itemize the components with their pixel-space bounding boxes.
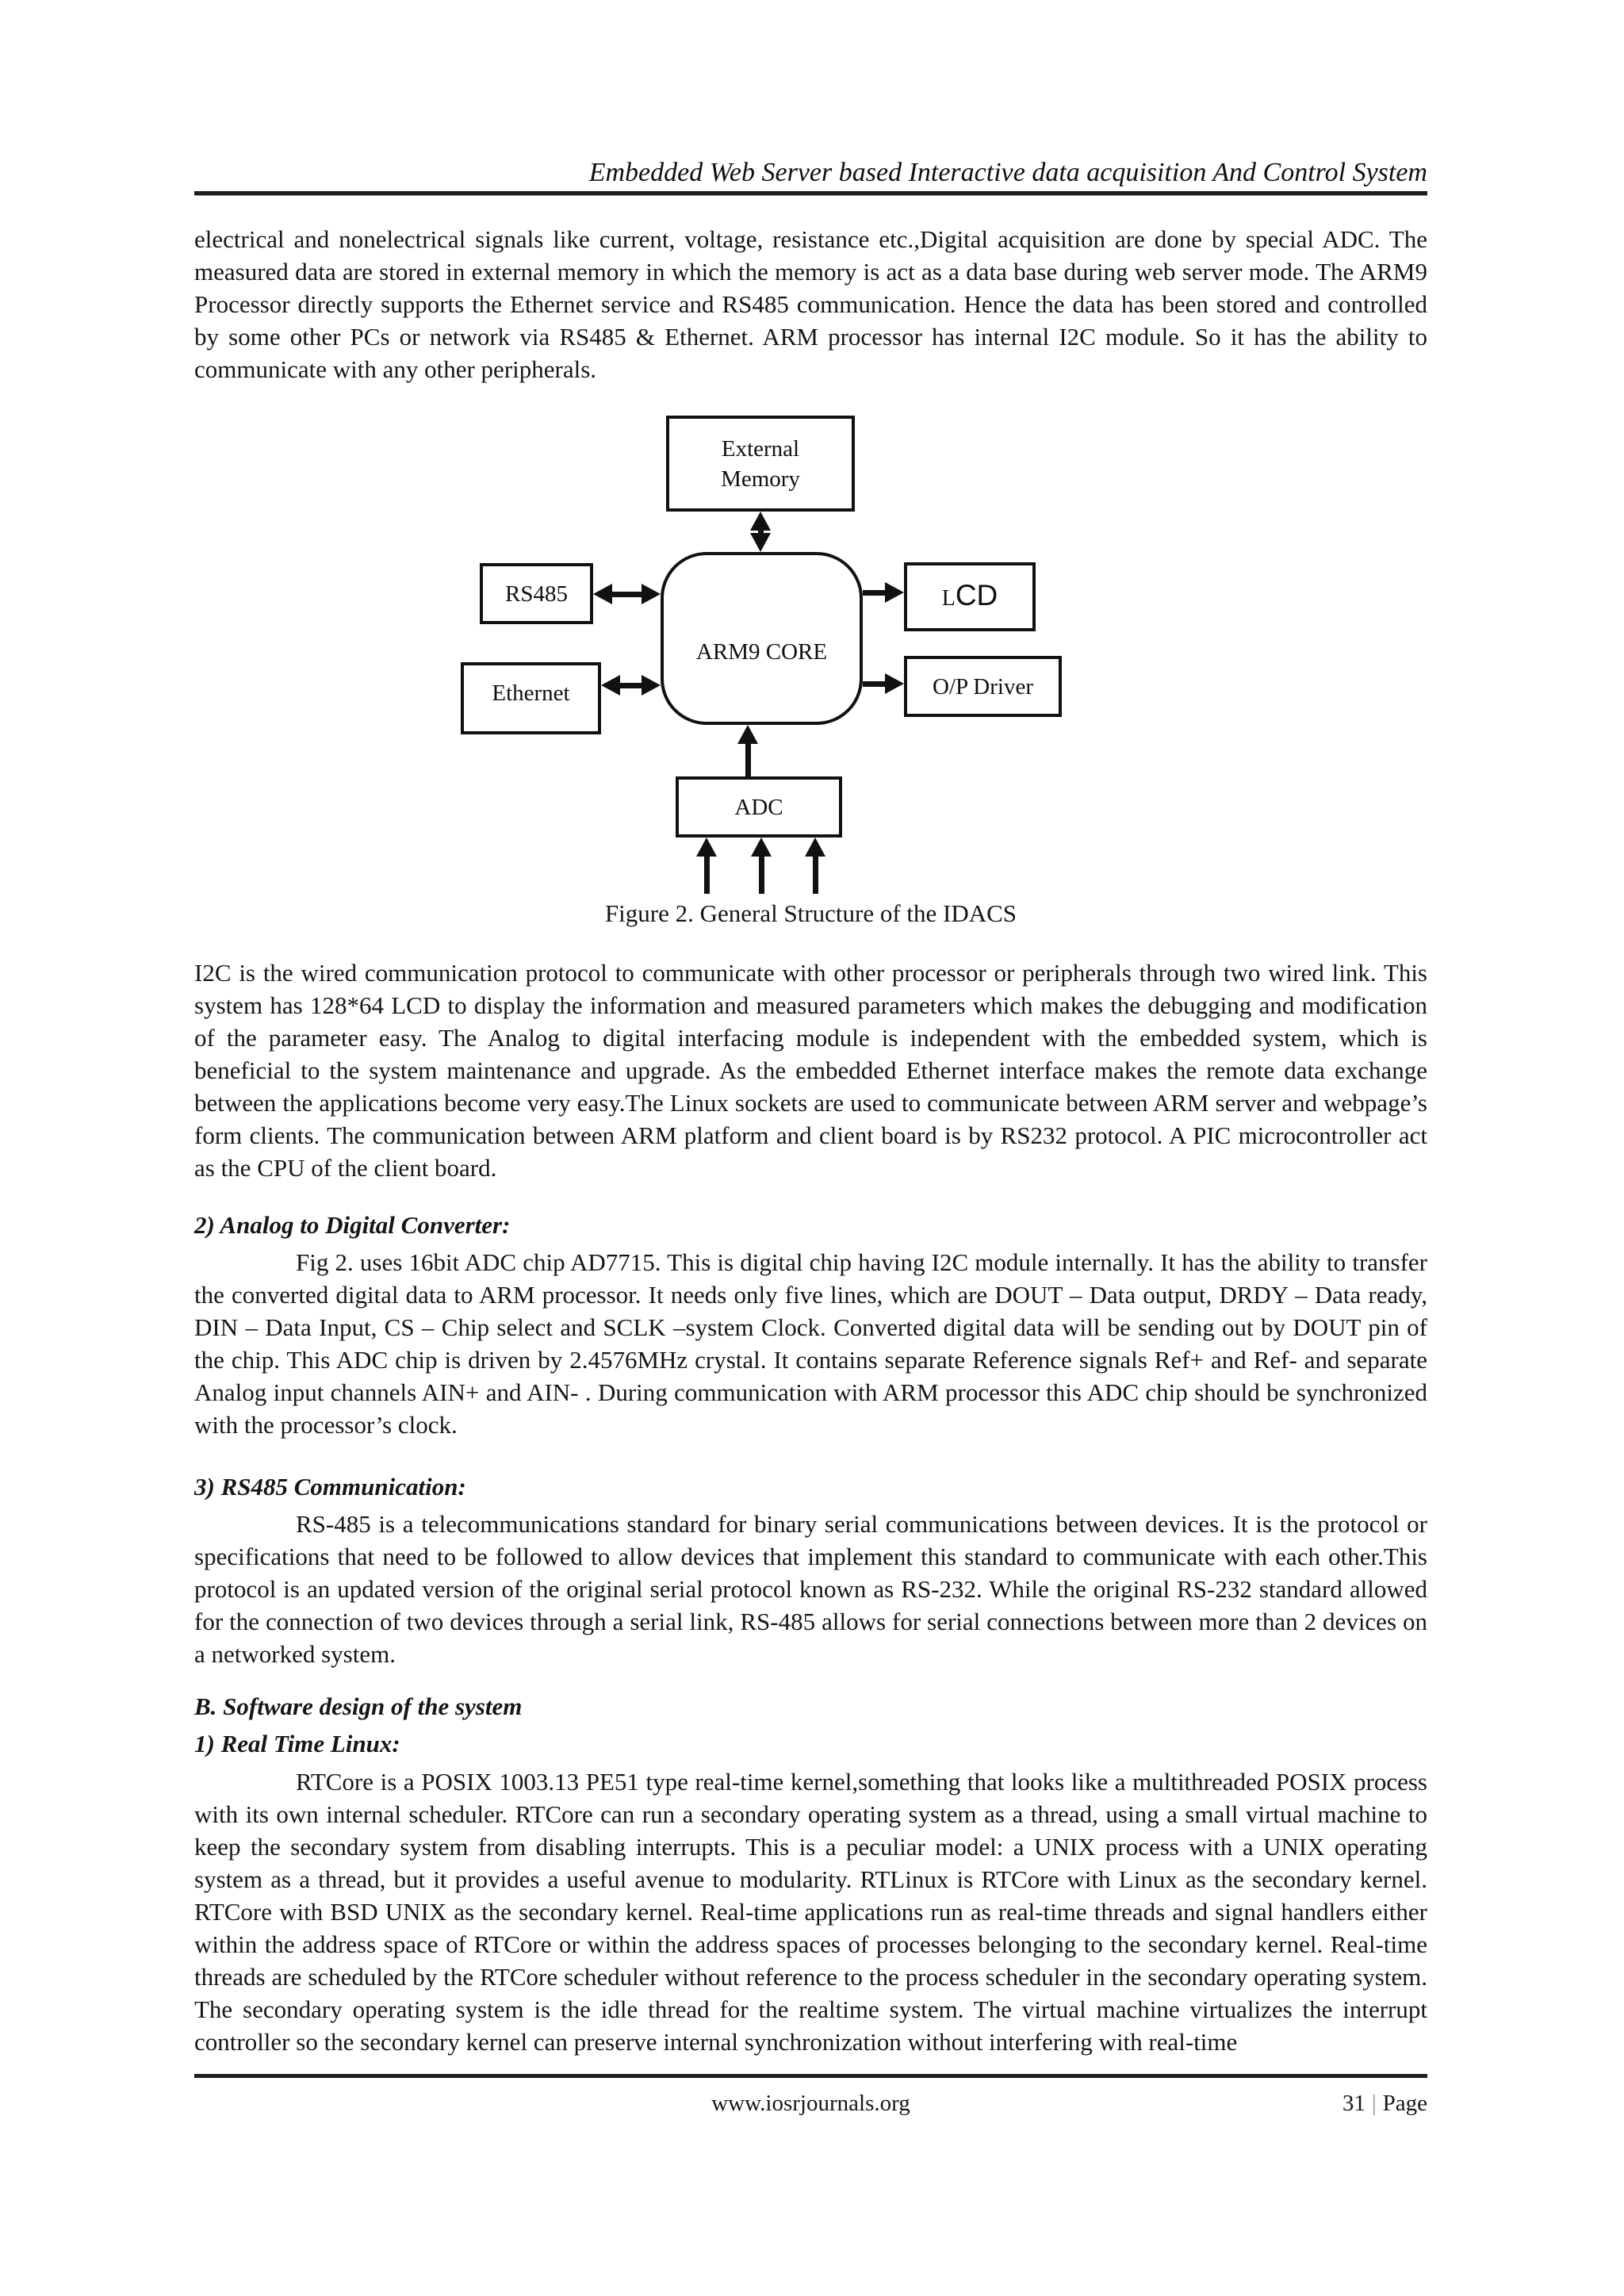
paragraph-i2c: I2C is the wired communication protocol to communicate with other processor or peripherals through two wired link. This system has 128*64 LCD to display the information and measured parameters which makes the debugging and modification of the parameter easy. The Analog to digital interfacing module is independent with the embedded system, which is beneficial to the system maintenance and upgrade. As the embedded Ethernet interface makes the remote data exchange between the applications become very easy.The Linux sockets are used to communicate between ARM server and webpage’s form clients. The communication between ARM platform and client board is by RS232 protocol. A PIC microcontroller act as the CPU of the client board.: [194, 959, 1427, 1182]
diagram-label-lcd: LCD: [941, 578, 998, 611]
diagram-label-op-driver: O/P Driver: [933, 673, 1033, 700]
footer: [194, 2089, 1427, 2118]
page-number-divider: |: [1371, 2091, 1377, 2116]
arrow-adc-to-arm9: [737, 725, 758, 776]
arrowhead-right-icon: [642, 675, 661, 696]
diagram-box-lcd: [904, 562, 1036, 631]
figure-caption: Figure 2. General Structure of the IDACS: [604, 899, 1017, 927]
diagram-box-rs485: [480, 563, 593, 624]
arrowhead-right-icon: [642, 584, 661, 604]
heading-analog-to-digital-converter: 2) Analog to Digital Converter:: [194, 1211, 511, 1239]
heading-rs485-communication: 3) RS485 Communication:: [194, 1473, 466, 1501]
footer-site-url: www.iosrjournals.org: [711, 2091, 910, 2116]
figure-2-block-diagram: [194, 416, 1427, 933]
diagram-label-external-memory: External Memory: [721, 435, 800, 492]
arrow-rs485-arm9-bidirectional: [593, 584, 661, 604]
diagram-label-ethernet: Ethernet: [492, 680, 570, 706]
paragraph-intro: electrical and nonelectrical signals like current, voltage, resistance etc.,Digital acquisition are done by special ADC. The measured data are stored in external memory in which the memory is act as a data base during web server mode. The ARM9 Processor directly supports the Ethernet service and RS485 communication. Hence the data has been stored and controlled by some other PCs or network via RS485 & Ethernet. ARM processor has internal I2C module. So it has the ability to communicate with any other peripherals.: [194, 225, 1427, 383]
diagram-box-ethernet: [461, 662, 601, 734]
heading-real-time-linux: 1) Real Time Linux:: [194, 1730, 400, 1757]
header-rule: [194, 191, 1427, 196]
arrowhead-right-icon: [885, 582, 904, 603]
arrow-analog-input-3: [805, 838, 825, 894]
diagram-label-adc: ADC: [734, 794, 783, 820]
arrow-arm9-to-op-driver: [863, 673, 904, 694]
arrow-memory-arm9-bidirectional: [750, 512, 771, 552]
running-header-title: Embedded Web Server based Interactive data acquisition And Control System: [588, 158, 1427, 187]
arrow-analog-input-2: [751, 838, 772, 894]
diagram-box-op-driver: [904, 656, 1062, 717]
page-number-value: 31: [1342, 2091, 1365, 2116]
footer-rule: [194, 2074, 1427, 2078]
diagram-label-rs485: RS485: [505, 581, 568, 607]
arrow-ethernet-arm9-bidirectional: [601, 675, 661, 696]
arrow-arm9-to-lcd: [863, 582, 904, 603]
arrowhead-right-icon: [885, 673, 904, 694]
paragraph-adc: Fig 2. uses 16bit ADC chip AD7715. This is digital chip having I2C module internally. It has the ability to transfer the converted digital data to ARM processor. It needs only five lines, which are DOUT – Data output, DRDY – Data ready, DIN – Data Input, CS – Chip select and SCLK –system Clock. Converted digital data will be sending out by DOUT pin of the chip. This ADC chip is driven by 2.4576MHz crystal. It contains separate Reference signals Ref+ and Ref- and separate Analog input channels AIN+ and AIN- . During communication with ARM processor this ADC chip should be synchronized with the processor’s clock.: [194, 1248, 1427, 1439]
paragraph-rtlinux: RTCore is a POSIX 1003.13 PE51 type real-time kernel,something that looks like a multithreaded POSIX process with its own internal scheduler. RTCore can run a secondary operating system as a thread, using a small virtual machine to keep the secondary system from disabling interrupts. This is a peculiar model: a UNIX process with a UNIX operating system as a thread, but it provides a useful avenue to modularity. RTLinux is RTCore with Linux as the secondary kernel. RTCore with BSD UNIX as the secondary kernel. Real-time applications run as real-time threads and signal handlers either within the address space of RTCore or within the address spaces of processes belonging to the secondary kernel. Real-time threads are scheduled by the RTCore scheduler without reference to the process scheduler in the secondary operating system. The secondary operating system is the idle thread for the realtime system. The virtual machine virtualizes the interrupt controller so the secondary kernel can preserve internal synchronization without interfering with real-time: [194, 1768, 1427, 2056]
diagram-box-external-memory: [666, 416, 855, 512]
arrowhead-down-icon: [750, 533, 771, 552]
page-number: [1342, 2089, 1427, 2118]
page-word: Page: [1382, 2091, 1427, 2116]
diagram-box-arm9-core: [661, 552, 863, 725]
diagram-box-adc: [676, 776, 842, 838]
diagram-label-arm9-core: ARM9 CORE: [695, 639, 828, 665]
arrow-analog-input-1: [696, 838, 717, 894]
paragraph-rs485: RS-485 is a telecommunications standard for binary serial communications between devices. It is the protocol or specifications that need to be followed to allow devices that implement this standard to communicate with each other.This protocol is an updated version of the original serial protocol known as RS-232. While the original RS-232 standard allowed for the connection of two devices through a serial link, RS-485 allows for serial connections between more than 2 devices on a networked system.: [194, 1510, 1427, 1668]
heading-software-design: B. Software design of the system: [194, 1692, 523, 1720]
